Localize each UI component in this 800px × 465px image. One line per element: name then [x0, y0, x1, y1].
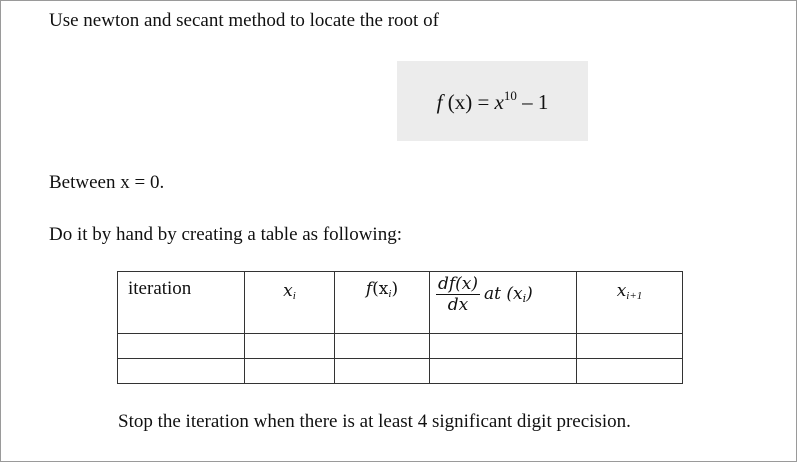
formula-exponent: 10 [503, 87, 517, 103]
table-cell [118, 334, 245, 359]
table-cell [118, 359, 245, 384]
derivative-at-text: at (x [484, 284, 523, 304]
header-derivative [430, 272, 577, 334]
header-fxi-f: f [365, 279, 373, 299]
header-fxi [335, 272, 430, 334]
formula-arg: (x) [447, 89, 473, 114]
formula-box [397, 61, 588, 141]
formula [437, 88, 549, 115]
table-cell [335, 359, 430, 384]
table-cell [430, 359, 577, 384]
header-fxi-open: (x [372, 279, 389, 299]
header-fxi-close: ) [391, 279, 399, 299]
derivative-fraction [436, 274, 480, 315]
stop-text: Stop the iteration when there is at least 4 significant digit precision. [118, 411, 631, 432]
derivative-at-sub: i [522, 292, 527, 305]
between-text: Between x = 0. [49, 172, 165, 193]
formula-equals: = [477, 89, 490, 114]
header-xi [245, 272, 335, 334]
table-cell [577, 359, 683, 384]
derivative-numerator: df(x) [438, 274, 479, 294]
header-xi-sub: i [292, 290, 296, 302]
header-iteration: iteration [118, 272, 245, 334]
instruction-text: Do it by hand by creating a table as following: [49, 224, 402, 245]
table-row [118, 334, 683, 359]
formula-base: x [494, 89, 504, 114]
table-cell [245, 359, 335, 384]
table-cell [245, 334, 335, 359]
header-xnext [577, 272, 683, 334]
header-xi-base: x [283, 281, 293, 301]
derivative-denominator: dx [447, 295, 469, 315]
table-header-row [118, 272, 683, 334]
table-cell [335, 334, 430, 359]
header-fxi-sub: i [388, 288, 392, 300]
formula-constant: 1 [537, 89, 549, 114]
header-xnext-base: x [616, 281, 627, 301]
header-xnext-sub: i+1 [626, 290, 643, 302]
iteration-table [117, 271, 683, 384]
derivative-at [484, 284, 533, 305]
table-row [118, 359, 683, 384]
intro-text: Use newton and secant method to locate the root of [49, 10, 439, 31]
table-cell [430, 334, 577, 359]
formula-f: f [436, 89, 443, 114]
formula-minus: – [522, 89, 533, 114]
derivative-at-close: ) [526, 284, 533, 304]
table-cell [577, 334, 683, 359]
